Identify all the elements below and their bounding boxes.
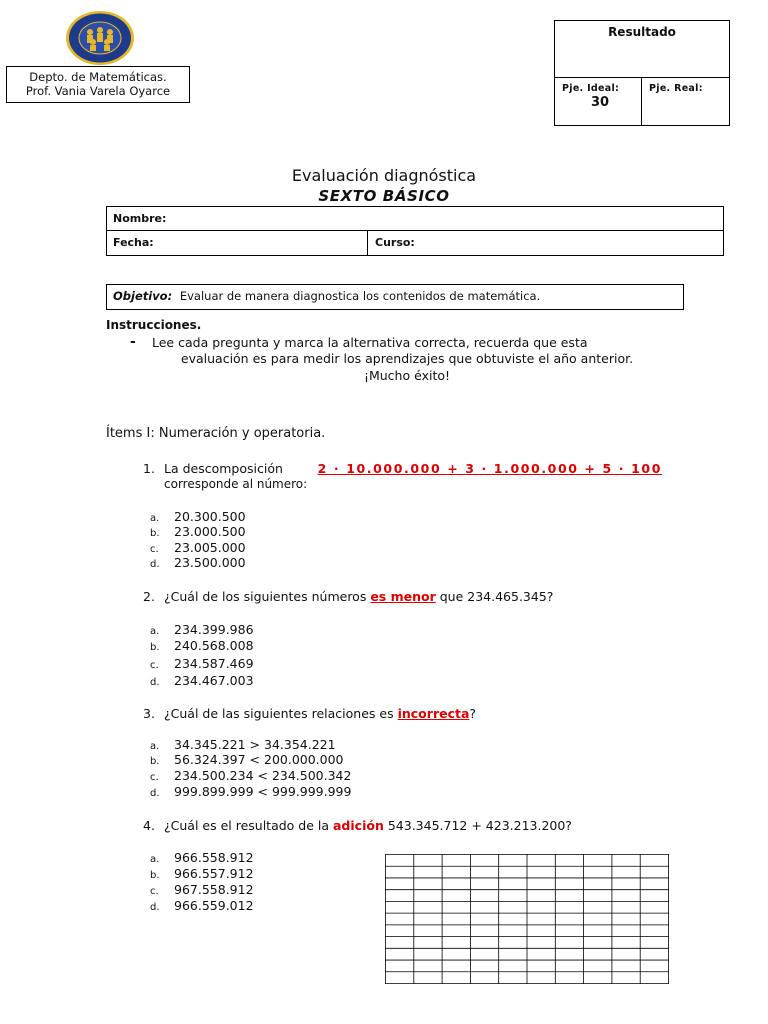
result-title: Resultado bbox=[608, 25, 676, 39]
result-box bbox=[554, 20, 730, 126]
objective-label: Objetivo: bbox=[113, 289, 173, 303]
instructions-line-1: Lee cada pregunta y marca la alternativa correcta, recuerda que esta bbox=[152, 335, 588, 350]
department-box bbox=[6, 66, 190, 103]
question-3-highlight: incorrecta bbox=[397, 706, 470, 721]
question-2-post: que 234.465.345? bbox=[439, 589, 554, 604]
option[interactable]: d. 999.899.999 < 999.999.999 bbox=[150, 784, 352, 799]
question-number: 2. bbox=[143, 589, 155, 604]
pje-ideal-value: 30 bbox=[591, 95, 610, 110]
question-2-text bbox=[164, 589, 553, 604]
instructions-bullet: - bbox=[130, 334, 136, 350]
department-text: Depto. de Matemáticas. bbox=[29, 70, 167, 84]
curso-label: Curso: bbox=[375, 236, 415, 249]
page-subtitle: SEXTO BÁSICO bbox=[318, 187, 450, 205]
option[interactable]: c. 234.500.234 < 234.500.342 bbox=[150, 768, 352, 783]
option[interactable]: b. 56.324.397 < 200.000.000 bbox=[150, 752, 344, 767]
option[interactable]: a. 234.399.986 bbox=[150, 622, 254, 637]
question-1-text bbox=[164, 461, 662, 476]
option[interactable]: d. 966.559.012 bbox=[150, 898, 254, 913]
question-3-post: ? bbox=[469, 706, 477, 721]
student-info-table bbox=[106, 206, 724, 256]
question-1-post: corresponde al número: bbox=[164, 477, 308, 491]
question-1-pre: La descomposición bbox=[164, 461, 283, 476]
school-logo bbox=[63, 10, 137, 66]
question-3-text bbox=[164, 706, 476, 721]
option[interactable]: d. 23.500.000 bbox=[150, 555, 246, 570]
question-number: 4. bbox=[143, 818, 155, 833]
question-1-highlight: 2 · 10.000.000 + 3 · 1.000.000 + 5 · 100 bbox=[317, 461, 662, 476]
score-row bbox=[555, 77, 729, 126]
instructions-line-2: evaluación es para medir los aprendizajes que obtuviste el año anterior. bbox=[180, 351, 634, 366]
question-4-post: 543.345.712 + 423.213.200? bbox=[387, 818, 572, 833]
question-2-highlight: es menor bbox=[370, 589, 436, 604]
question-number: 3. bbox=[143, 706, 155, 721]
question-3-pre: ¿Cuál de las siguientes relaciones es bbox=[164, 706, 394, 721]
option[interactable]: b. 23.000.500 bbox=[150, 524, 246, 539]
option[interactable]: a. 20.300.500 bbox=[150, 509, 246, 524]
pje-real-label: Pje. Real: bbox=[649, 83, 703, 94]
nombre-label: Nombre: bbox=[113, 212, 167, 225]
option[interactable]: d. 234.467.003 bbox=[150, 673, 254, 688]
question-4-text bbox=[164, 818, 572, 833]
fecha-label: Fecha: bbox=[113, 236, 154, 249]
objective-text: Evaluar de manera diagnostica los contenidos de matemática. bbox=[179, 289, 541, 303]
fecha-curso-row bbox=[107, 231, 723, 256]
instructions-heading: Instrucciones. bbox=[106, 318, 202, 332]
question-4-highlight: adición bbox=[333, 818, 384, 833]
option[interactable]: a. 34.345.221 > 34.354.221 bbox=[150, 737, 336, 752]
option[interactable]: c. 23.005.000 bbox=[150, 540, 246, 555]
working-grid[interactable] bbox=[385, 854, 669, 984]
nombre-row[interactable] bbox=[107, 207, 723, 231]
teacher-name: Prof. Vania Varela Oyarce bbox=[25, 84, 171, 98]
option[interactable]: c. 967.558.912 bbox=[150, 882, 254, 897]
question-2-pre: ¿Cuál de los siguientes números bbox=[164, 589, 367, 604]
pje-ideal-label: Pje. Ideal: bbox=[562, 83, 620, 94]
question-4-pre: ¿Cuál es el resultado de la bbox=[164, 818, 330, 833]
option[interactable]: b. 240.568.008 bbox=[150, 638, 254, 653]
objective-box bbox=[106, 284, 684, 310]
question-number: 1. bbox=[143, 461, 155, 476]
option[interactable]: b. 966.557.912 bbox=[150, 866, 254, 881]
option[interactable]: c. 234.587.469 bbox=[150, 656, 254, 671]
option[interactable]: a. 966.558.912 bbox=[150, 850, 254, 865]
section-title: Ítems I: Numeración y operatoria. bbox=[106, 426, 326, 441]
instructions-line-3: ¡Mucho éxito! bbox=[363, 368, 451, 383]
page-title: Evaluación diagnóstica bbox=[291, 166, 477, 185]
